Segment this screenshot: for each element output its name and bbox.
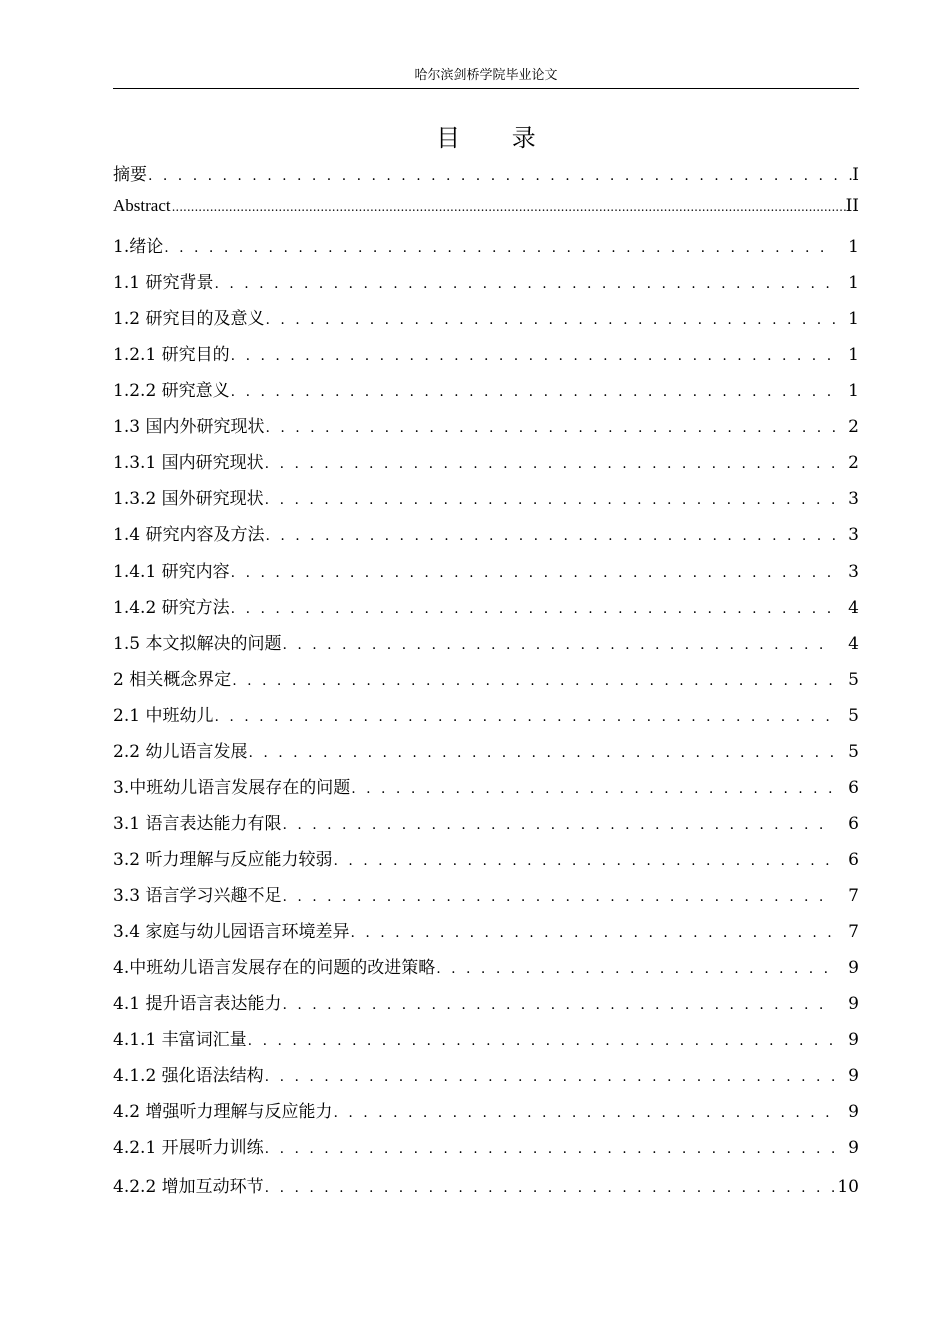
toc-leader-dots (332, 1105, 835, 1121)
toc-entry-page: 1 (848, 381, 859, 402)
toc-entry[interactable] (113, 953, 859, 989)
toc-entry[interactable] (113, 268, 859, 304)
toc-entry-label: 4.2.1 开展听力训练 (113, 1138, 264, 1159)
toc-entry-page: 6 (848, 777, 859, 798)
toc-entry-label: 1.3 国内外研究现状 (113, 417, 265, 438)
toc-entry[interactable] (113, 520, 859, 556)
toc-entry-page: 6 (848, 813, 859, 834)
toc-entry-label: 3.1 语言表达能力有限 (113, 813, 282, 834)
toc-entry-label: 1.2.2 研究意义 (113, 381, 230, 402)
running-header: 哈尔滨剑桥学院毕业论文 (414, 68, 558, 83)
toc-leader-dots (264, 1141, 835, 1157)
toc-entry-label: 1.绪论 (113, 237, 164, 258)
toc-leader-dots (264, 1069, 835, 1085)
toc-entry-page: 3 (848, 561, 859, 582)
toc-entry[interactable] (113, 340, 859, 376)
toc-leader-dots (264, 1180, 835, 1196)
toc-entry-page: 1 (848, 273, 859, 294)
toc-entry[interactable] (113, 917, 859, 953)
toc-title: 目 录 (436, 124, 558, 152)
toc-entry-page: 7 (848, 885, 859, 906)
toc-entry-page: 6 (848, 849, 859, 870)
toc-leader-dots (231, 673, 835, 689)
toc-entry[interactable] (113, 232, 859, 268)
toc-entry-label: 1.4.2 研究方法 (113, 597, 230, 618)
toc-entry[interactable] (113, 665, 859, 701)
toc-entry-page: 2 (848, 417, 859, 438)
toc-entry-page: 9 (848, 1066, 859, 1087)
toc-entry-page: 1 (848, 237, 859, 258)
toc-entry[interactable] (113, 845, 859, 881)
toc-entry[interactable] (113, 989, 859, 1025)
toc-entry[interactable] (113, 881, 859, 917)
toc-entry[interactable] (113, 412, 859, 448)
toc-leader-dots (213, 276, 835, 292)
toc-leader-dots (435, 961, 835, 977)
toc-leader-dots (213, 709, 835, 725)
toc-entry-label: 3.3 语言学习兴趣不足 (113, 885, 282, 906)
toc-entry-page: 3 (848, 525, 859, 546)
toc-leader-dots (230, 565, 835, 581)
toc-leader-dots (332, 853, 835, 869)
toc-entry[interactable] (113, 557, 859, 593)
toc-entry-page: 9 (848, 994, 859, 1015)
toc-entry-label: 4.1.1 丰富词汇量 (113, 1030, 247, 1051)
toc-entry-label: 1.5 本文拟解决的问题 (113, 633, 282, 654)
toc-leader-dots (163, 240, 835, 256)
toc-entry-page: 7 (848, 921, 859, 942)
toc-leader-dots (264, 420, 835, 436)
toc-leader-dots (281, 997, 835, 1013)
toc-entry[interactable] (113, 809, 859, 845)
toc-leader-dots (264, 492, 835, 508)
toc-entry-label: 1.3.2 国外研究现状 (113, 489, 264, 510)
toc-entry[interactable] (113, 1025, 859, 1061)
toc-leader-dots (230, 601, 835, 617)
toc-entry-page: 9 (848, 1138, 859, 1159)
toc-entry-label: 1.4 研究内容及方法 (113, 525, 265, 546)
toc-entry-abstract-cn[interactable] (113, 160, 859, 196)
toc-leader-dots (247, 1033, 835, 1049)
toc-entry[interactable] (113, 448, 859, 484)
toc-entry-page: 5 (848, 705, 859, 726)
toc-leader-dots (230, 384, 835, 400)
toc-entry-label: 2.1 中班幼儿 (113, 705, 214, 726)
toc-entry-label: 4.2.2 增加互动环节 (113, 1177, 264, 1198)
toc-leader-dots (247, 745, 835, 761)
toc-entry-page: 4 (848, 633, 859, 654)
toc-leader-dots (230, 348, 835, 364)
toc-entry[interactable] (113, 737, 859, 773)
toc-entry-page: 10 (837, 1177, 859, 1198)
toc-entry-page: 1 (848, 345, 859, 366)
toc-entry-page: 3 (848, 489, 859, 510)
toc-entry-label: 3.中班幼儿语言发展存在的问题 (113, 777, 351, 798)
toc-entry-label: Abstract (113, 196, 171, 216)
toc-entry[interactable] (113, 1061, 859, 1097)
toc-leader-dots (264, 312, 835, 328)
toc-leader-dots (171, 200, 846, 214)
toc-entry[interactable] (113, 629, 859, 665)
toc-entry-page: I (852, 165, 859, 185)
toc-entry-label: 1.4.1 研究内容 (113, 561, 230, 582)
toc-entry-label: 2.2 幼儿语言发展 (113, 741, 248, 762)
toc-entry-page: 9 (848, 1102, 859, 1123)
toc-entry-page: 2 (848, 453, 859, 474)
header-rule (113, 88, 859, 89)
toc-entry-label: 4.中班幼儿语言发展存在的问题的改进策略 (113, 958, 436, 979)
toc-entry[interactable] (113, 1133, 859, 1169)
toc-entry-page: 5 (848, 741, 859, 762)
toc-leader-dots (147, 168, 852, 184)
toc-entry[interactable] (113, 484, 859, 520)
toc-entry-label: 4.2 增强听力理解与反应能力 (113, 1102, 333, 1123)
toc-entry[interactable] (113, 1172, 859, 1208)
toc-entry[interactable] (113, 376, 859, 412)
toc-entry-label: 4.1 提升语言表达能力 (113, 994, 282, 1015)
toc-entry[interactable] (113, 593, 859, 629)
toc-entry-label: 1.2 研究目的及意义 (113, 309, 265, 330)
toc-entry[interactable] (113, 701, 859, 737)
toc-leader-dots (281, 817, 835, 833)
toc-entry-abstract-en[interactable] (113, 196, 859, 232)
toc-leader-dots (349, 925, 835, 941)
toc-leader-dots (281, 637, 835, 653)
toc-entry-page: 1 (848, 309, 859, 330)
toc-entry-label: 1.2.1 研究目的 (113, 345, 230, 366)
toc-leader-dots (350, 781, 835, 797)
toc-entry-label: 3.2 听力理解与反应能力较弱 (113, 849, 333, 870)
toc-entry-label: 1.1 研究背景 (113, 273, 214, 294)
toc-entry[interactable] (113, 1097, 859, 1133)
toc-leader-dots (281, 889, 835, 905)
toc-entry-label: 1.3.1 国内研究现状 (113, 453, 264, 474)
toc-entry-page: 9 (848, 1030, 859, 1051)
toc-leader-dots (264, 456, 835, 472)
toc-leader-dots (264, 528, 835, 544)
toc-entry-page: II (845, 196, 859, 217)
toc-entry-page: 4 (848, 597, 859, 618)
toc-entry-label: 2 相关概念界定 (113, 669, 232, 690)
toc-entry-page: 5 (848, 669, 859, 690)
table-of-contents (113, 160, 859, 1208)
toc-entry-label: 4.1.2 强化语法结构 (113, 1066, 264, 1087)
toc-entry[interactable] (113, 773, 859, 809)
toc-entry-page: 9 (848, 958, 859, 979)
toc-entry-label: 3.4 家庭与幼儿园语言环境差异 (113, 921, 350, 942)
toc-entry-label: 摘要 (113, 165, 147, 185)
toc-entry[interactable] (113, 304, 859, 340)
